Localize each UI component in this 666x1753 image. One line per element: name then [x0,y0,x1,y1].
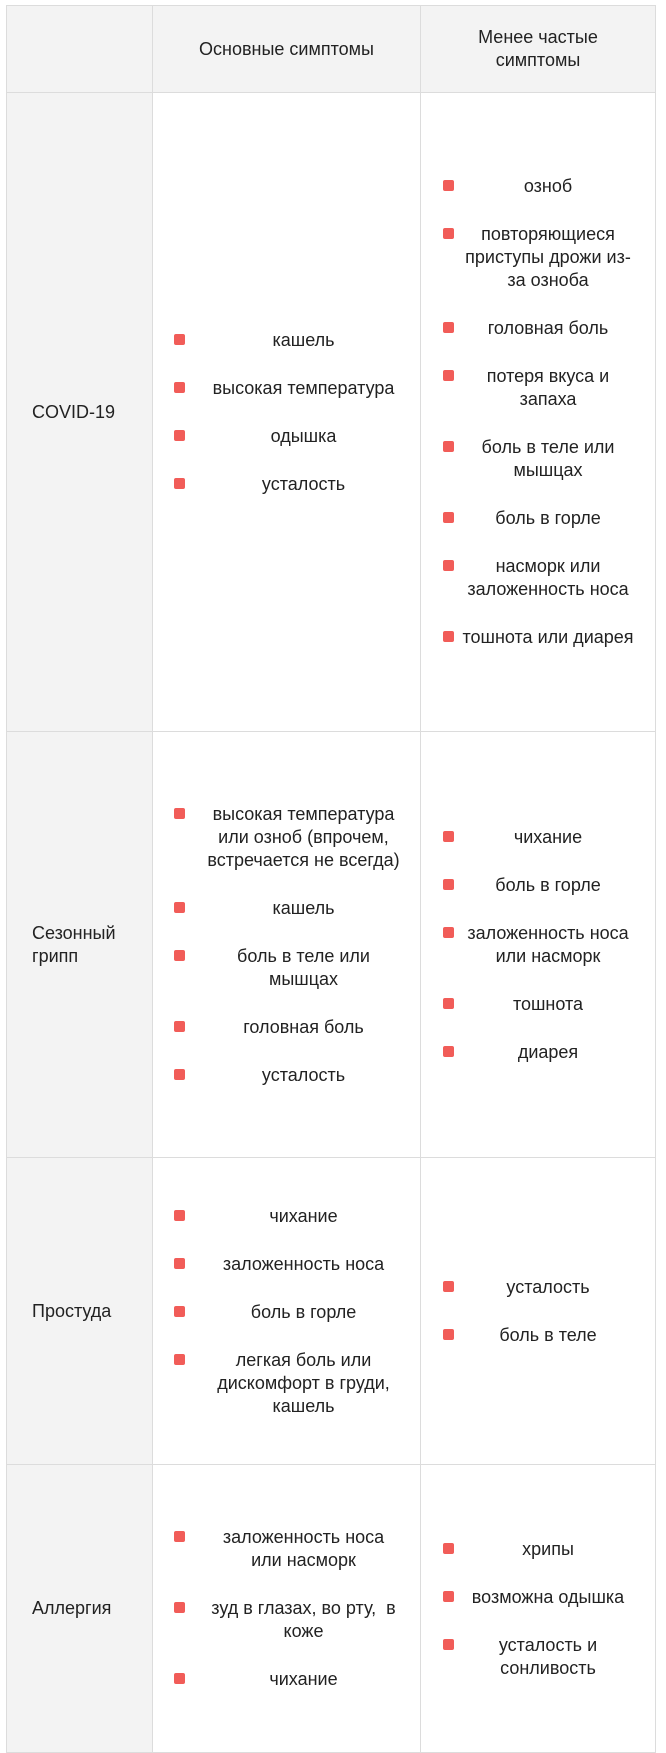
bullet-icon [174,1021,185,1032]
list-item: тошнота или диарея [421,626,655,649]
bullet-icon [174,1069,185,1080]
bullet-icon [443,1046,454,1057]
bullet-icon [174,902,185,913]
bullet-icon [443,370,454,381]
bullet-icon [174,1258,185,1269]
bullet-icon [443,1281,454,1292]
list-item: возможна одышка [421,1586,655,1609]
list-item: чихание [153,1205,420,1228]
list-item: чихание [421,826,655,849]
table-row [7,732,656,1158]
bullet-icon [443,441,454,452]
bullet-icon [174,950,185,961]
bullet-icon [443,512,454,523]
list-item: боль в теле или мышцах [421,436,655,482]
list-item: высокая температура или озноб (впрочем, встречается не всегда) [153,803,420,872]
row-header-seasonal-flu: Сезонный грипп [7,732,153,1158]
main-symptoms-cell [153,732,421,1158]
list-item: боль в горле [153,1301,420,1324]
list-item: заложенность носа или насморк [153,1526,420,1572]
list-item: головная боль [153,1016,420,1039]
list-item: диарея [421,1041,655,1064]
row-header-allergy: Аллергия [7,1465,153,1753]
bullet-icon [443,560,454,571]
main-symptoms-list [153,1526,420,1691]
table-row [7,1465,656,1753]
list-item: головная боль [421,317,655,340]
less-common-symptoms-list [421,826,655,1064]
list-item: заложенность носа или насморк [421,922,655,968]
list-item: высокая температура [153,377,420,400]
list-item: зуд в глазах, во рту, в коже [153,1597,420,1643]
bullet-icon [174,1602,185,1613]
header-cell-empty [7,6,153,93]
table-row [7,93,656,732]
less-common-symptoms-cell [421,732,656,1158]
list-item: одышка [153,425,420,448]
list-item: озноб [421,175,655,198]
less-common-symptoms-list [421,1276,655,1347]
bullet-icon [174,430,185,441]
bullet-icon [174,1673,185,1684]
bullet-icon [174,1210,185,1221]
list-item: тошнота [421,993,655,1016]
list-item: боль в горле [421,507,655,530]
less-common-symptoms-list [421,1538,655,1680]
main-symptoms-cell [153,93,421,732]
bullet-icon [443,998,454,1009]
bullet-icon [174,1306,185,1317]
header-cell-less-common-symptoms: Менее частые симптомы [421,6,656,93]
bullet-icon [443,322,454,333]
less-common-symptoms-cell [421,93,656,732]
bullet-icon [174,334,185,345]
list-item: заложенность носа [153,1253,420,1276]
list-item: легкая боль или дискомфорт в груди, кашель [153,1349,420,1418]
list-item: усталость [153,473,420,496]
list-item: усталость [153,1064,420,1087]
bullet-icon [174,382,185,393]
table-row [7,1158,656,1465]
main-symptoms-list [153,1205,420,1418]
list-item: повторяющиеся приступы дрожи из-за озноба [421,223,655,292]
bullet-icon [443,631,454,642]
list-item: хрипы [421,1538,655,1561]
bullet-icon [443,831,454,842]
list-item: кашель [153,897,420,920]
list-item: кашель [153,329,420,352]
bullet-icon [443,180,454,191]
list-item: усталость и сонливость [421,1634,655,1680]
main-symptoms-cell [153,1465,421,1753]
bullet-icon [443,1639,454,1650]
row-header-cold: Простуда [7,1158,153,1465]
table-header-row [7,6,656,93]
main-symptoms-list [153,803,420,1087]
bullet-icon [443,927,454,938]
list-item: потеря вкуса и запаха [421,365,655,411]
less-common-symptoms-cell [421,1158,656,1465]
list-item: насморк или заложенность носа [421,555,655,601]
bullet-icon [174,808,185,819]
row-header-covid: COVID-19 [7,93,153,732]
list-item: боль в горле [421,874,655,897]
main-symptoms-list [153,329,420,496]
bullet-icon [443,1543,454,1554]
bullet-icon [174,478,185,489]
bullet-icon [443,1329,454,1340]
bullet-icon [174,1531,185,1542]
header-cell-main-symptoms: Основные симптомы [153,6,421,93]
symptoms-table [6,5,656,1753]
main-symptoms-cell [153,1158,421,1465]
bullet-icon [174,1354,185,1365]
list-item: боль в теле или мышцах [153,945,420,991]
less-common-symptoms-list [421,175,655,649]
less-common-symptoms-cell [421,1465,656,1753]
bullet-icon [443,228,454,239]
list-item: чихание [153,1668,420,1691]
list-item: боль в теле [421,1324,655,1347]
bullet-icon [443,879,454,890]
bullet-icon [443,1591,454,1602]
list-item: усталость [421,1276,655,1299]
